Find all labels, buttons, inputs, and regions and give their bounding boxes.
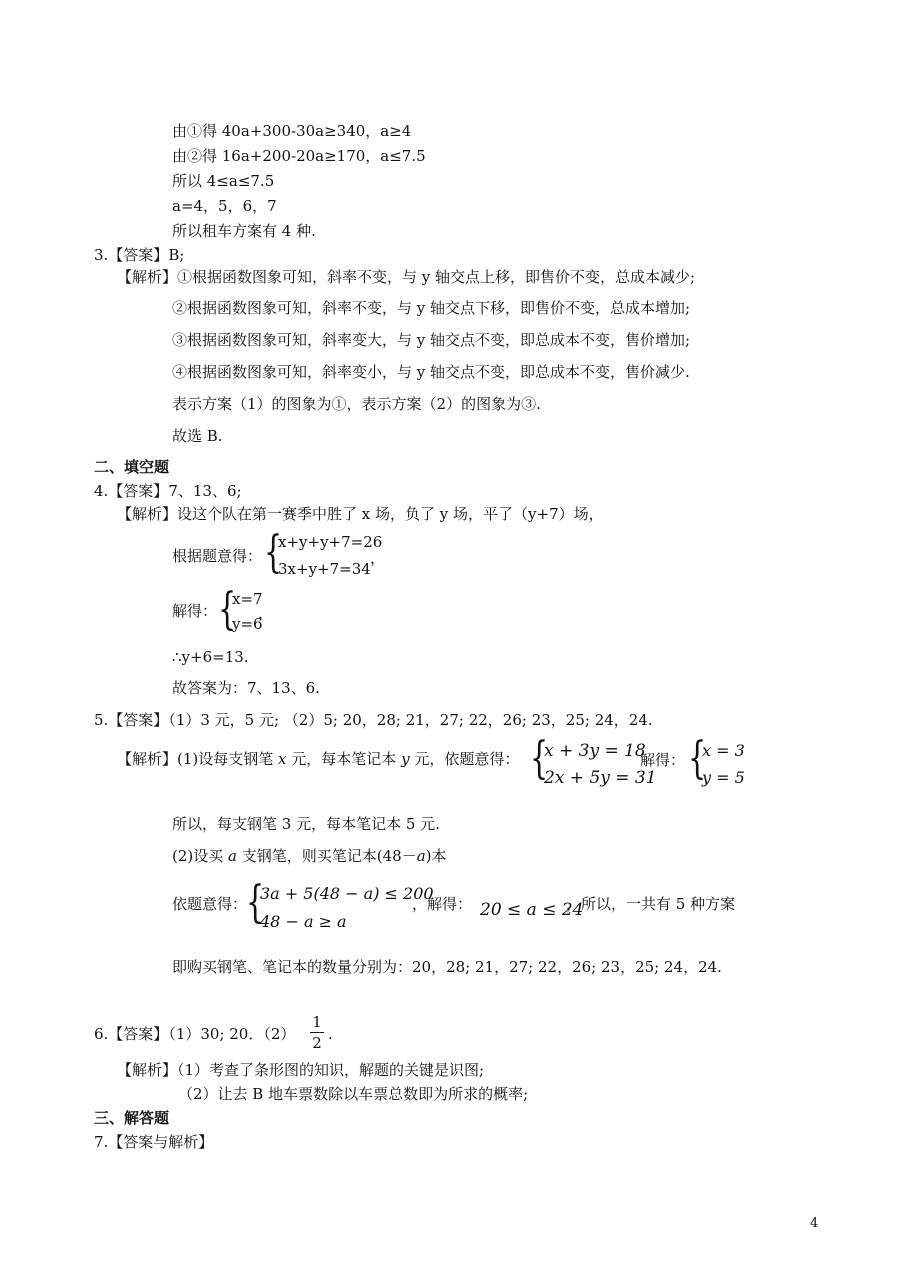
answer-value: （1）3 元，5 元; （2）5; 20，28; 21，27; 22，26; 23，25; 24，24. [168,711,653,729]
equation-row: y=6 [232,615,263,633]
math-var: y [401,750,410,768]
equation-row: y = 5 [702,768,745,787]
fraction-bar [310,1032,324,1033]
text-line: 解得： [172,602,218,620]
math-var: x [278,750,287,768]
text-segment: 元，依题意得： [409,750,520,768]
section-heading: 二、填空题 [94,458,170,476]
text-line: 根据题意得： [172,547,263,565]
analysis-label: 【解析】 [117,1061,178,1079]
text-line: 由①得 40a+300-30a≥340，a≥4 [172,122,412,140]
equation-row: 2x + 5y = 31 [544,768,657,788]
analysis-line [117,1060,484,1080]
text-segment: (1)设每支钢笔 [177,750,279,768]
equation-row: x + 3y = 18 [544,741,646,761]
analysis-label: 【解析】 [117,505,178,523]
equation-row: 3x+y+7=34 [278,560,371,578]
fraction-numerator: 1 [312,1013,322,1031]
equation-row: x = 3 [702,741,745,760]
answer-value: B; [168,246,185,264]
section-heading: 三、解答题 [94,1109,170,1127]
analysis-label: 【解析】 [117,750,178,768]
text-line: 表示方案（1）的图象为①，表示方案（2）的图象为③. [172,395,541,413]
text-line: ②根据函数图象可知，斜率不变，与 y 轴交点下移，即售价不变，总成本增加; [172,299,691,317]
equation-brace: { [218,584,237,635]
answer-line [94,481,242,501]
analysis-line [117,267,695,287]
text-line: ①根据函数图象可知，斜率不变，与 y 轴交点上移，即售价不变，总成本减少; [177,268,696,286]
text-line: 设这个队在第一赛季中胜了 x 场，负了 y 场，平了（y+7）场， [177,505,604,523]
text-line: 所以，每支钢笔 3 元，每本笔记本 5 元. [172,815,440,833]
text-line: 依题意得： [172,895,248,913]
answer-label: 6.【答案】 [94,1025,169,1043]
text-line: ， [258,604,274,622]
equation-brace: { [530,733,549,784]
equation-row: 48 − a ≥ a [260,912,347,931]
text-segment: . [328,1025,333,1043]
answer-line [94,245,184,265]
text-line: 由②得 16a+200-20a≥170，a≤7.5 [172,147,426,165]
equation-row: x+y+y+7=26 [278,533,383,551]
equation-brace: { [264,527,283,578]
fraction-denominator: 2 [312,1034,322,1052]
text-line: （2）让去 B 地车票数除以车票总数即为所求的概率; [178,1085,529,1103]
answer-value: （1）30; 20．（2） [168,1025,296,1043]
text-line: 解得： [640,751,686,769]
text-line: ，所以，一共有 5 种方案 [566,895,736,913]
answer-line: 7.【答案与解析】 [94,1133,214,1151]
text-line: ③根据函数图象可知，斜率变大，与 y 轴交点不变，即总成本不变，售价增加; [172,331,691,349]
equation-brace: { [688,733,707,784]
page-number: 4 [810,1216,819,1231]
text-segment: 支钢笔，则买笔记本(48－ [236,847,417,865]
analysis-line [117,749,519,769]
answer-line [94,710,653,730]
equation-row: x=7 [232,590,263,608]
text-line: （1）考查了条形图的知识，解题的关键是识图; [177,1061,485,1079]
answer-label: 3.【答案】 [94,246,169,264]
analysis-label: 【解析】 [117,268,178,286]
answer-label: 5.【答案】 [94,711,169,729]
inequality: 20 ≤ a ≤ 24 [480,900,584,920]
answer-label: 4.【答案】 [94,482,169,500]
analysis-line [117,504,604,524]
equation-brace: { [246,877,265,928]
equation-row: 3a + 5(48 − a) ≤ 200 [260,884,434,903]
text-line: ④根据函数图象可知，斜率变小，与 y 轴交点不变，即总成本不变，售价减少. [172,363,690,381]
text-line: ∴y+6=13. [172,648,249,666]
math-var: a [228,847,237,865]
text-segment: 元，每本笔记本 [286,750,402,768]
text-segment: (2)设买 [172,847,229,865]
text-line: 故答案为：7、13、6. [172,679,320,697]
text-line [172,846,447,866]
text-segment: )本 [425,847,447,865]
text-line: ，解得： [412,895,473,913]
fraction [310,1013,324,1052]
answer-value: 7、13、6; [168,482,242,500]
text-line: 故选 B. [172,427,223,445]
text-line: 所以租车方案有 4 种. [172,222,316,240]
text-line: a=4，5，6，7 [172,197,277,215]
math-var: a [416,847,426,865]
text-line: 所以 4≤a≤7.5 [172,172,275,190]
text-line: 即购买钢笔、笔记本的数量分别为：20，28; 21，27; 22，26; 23，25; 24，24. [172,958,722,976]
text-line: ， [370,549,386,567]
answer-line [94,1024,295,1044]
